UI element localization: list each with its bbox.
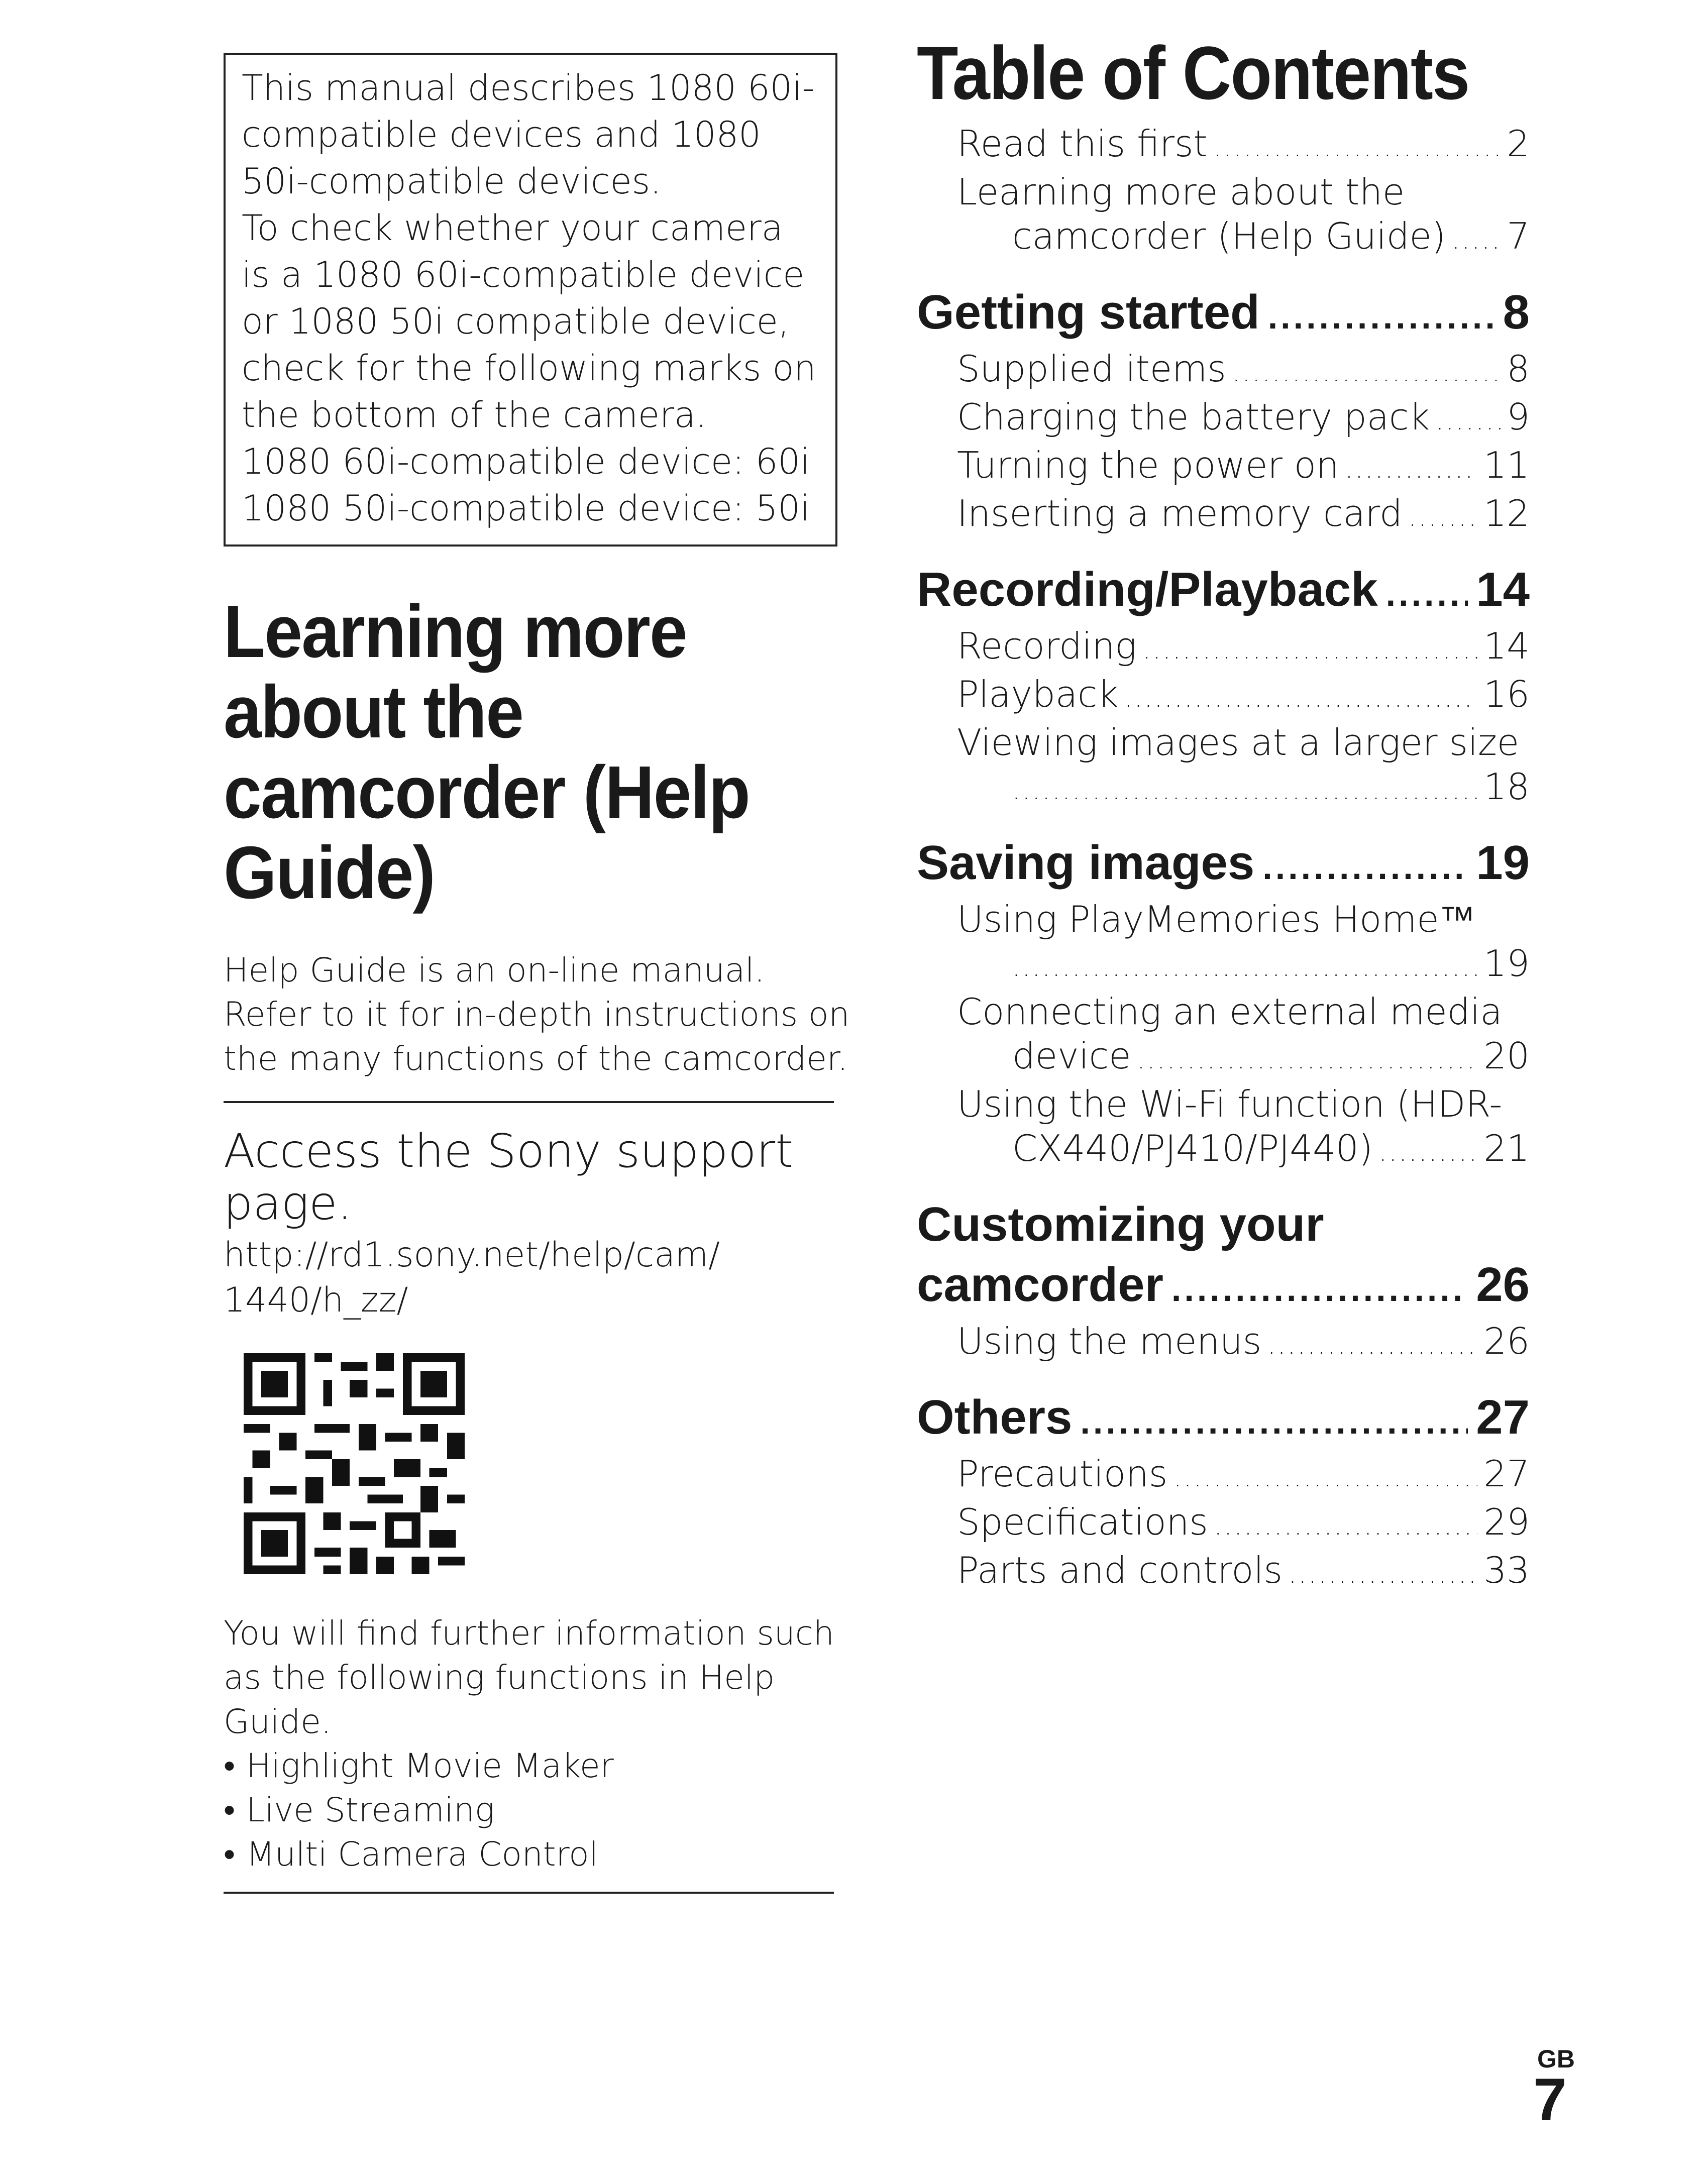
toc-entry-title: Read this first: [957, 123, 1208, 165]
section-page: 8: [1503, 285, 1530, 339]
toc-entry-read-first[interactable]: [957, 122, 1530, 170]
region-code: GB: [1537, 2045, 1575, 2073]
notice-line: To check whether your camera: [242, 207, 783, 249]
toc-entry-title: camcorder (Help Guide): [1012, 215, 1446, 257]
toc-entry-title: CX440/PJ410/PJ440): [1012, 1127, 1373, 1169]
left-column: [224, 53, 850, 1894]
toc-entry-page: 29: [1483, 1501, 1530, 1543]
toc-entry-page: 11: [1483, 444, 1530, 486]
body-line: You will find further information such: [224, 1614, 834, 1653]
section-title: Getting started: [917, 285, 1260, 339]
toc-section-recording-playback[interactable]: [917, 560, 1530, 624]
toc-entry-larger-size[interactable]: Viewing images at a larger size: [957, 721, 1520, 764]
toc-entry-wifi-cont[interactable]: [1012, 1126, 1530, 1174]
notice-line: or 1080 50i compatible device,: [242, 301, 790, 342]
body-line: Help Guide is an on-line manual.: [224, 951, 765, 990]
heading-line: Access the Sony support: [224, 1124, 794, 1178]
toc-entry-page: 18: [1483, 766, 1530, 808]
toc-entry-title: Playback: [957, 673, 1119, 715]
toc-section-others[interactable]: [917, 1387, 1530, 1452]
notice-line: the bottom of the camera.: [242, 394, 707, 435]
toc-entry-title: Inserting a memory card: [957, 492, 1403, 534]
notice-line: 1080 50i-compatible device: 50i: [242, 488, 810, 529]
heading-line: camcorder (Help: [224, 751, 750, 834]
toc-entry-title: Charging the battery pack: [957, 396, 1430, 438]
toc-entry-page: 27: [1483, 1453, 1530, 1495]
toc-entry[interactable]: [957, 1319, 1530, 1367]
toc-entry[interactable]: [957, 1548, 1530, 1596]
url-line[interactable]: http://rd1.sony.net/help/cam/: [224, 1235, 720, 1275]
toc-entry-title: device: [1012, 1035, 1131, 1077]
toc-entry[interactable]: [957, 624, 1530, 672]
toc-entry-page: 8: [1507, 348, 1530, 390]
body-line: Refer to it for in-depth instructions on: [224, 995, 850, 1034]
toc-entry-page: 20: [1483, 1035, 1530, 1077]
toc-entry-title: Specifications: [957, 1501, 1208, 1543]
section-page: 19: [1476, 836, 1530, 890]
toc-entry-page: 12: [1483, 492, 1530, 534]
help-guide-description: [224, 948, 850, 1081]
toc-section-customizing[interactable]: Customizing your: [917, 1197, 1324, 1251]
body-line: the many functions of the camcorder.: [224, 1039, 848, 1078]
toc-entry-external-media-cont[interactable]: [1012, 1034, 1530, 1082]
toc-entry-title: Supplied items: [957, 348, 1226, 390]
notice-line: check for the following marks on: [242, 348, 816, 389]
section-page: 26: [1476, 1258, 1530, 1312]
list-item: • Highlight Movie Maker: [224, 1744, 836, 1788]
toc-entry[interactable]: [957, 347, 1530, 395]
body-line: as the following functions in Help: [224, 1658, 775, 1697]
toc-entry-title: Using the menus: [957, 1320, 1262, 1362]
toc-entry-wifi[interactable]: Using the Wi-Fi function (HDR-: [957, 1083, 1503, 1125]
toc-entry-page: 16: [1483, 673, 1530, 715]
toc-entry-page: 7: [1507, 215, 1530, 257]
section-page: 27: [1476, 1390, 1530, 1444]
toc-entry[interactable]: [957, 491, 1530, 539]
function-list: [224, 1744, 836, 1877]
heading-line: Guide): [224, 831, 435, 914]
toc-section-getting-started[interactable]: [917, 282, 1530, 347]
qr-code-icon[interactable]: [244, 1353, 465, 1574]
toc-entry-title: Recording: [957, 625, 1137, 667]
notice-line: compatible devices and 1080: [242, 114, 761, 155]
toc-entry-page: 2: [1507, 123, 1530, 165]
toc-entry[interactable]: [957, 443, 1530, 491]
notice-line: 50i-compatible devices.: [242, 161, 662, 202]
learning-more-heading: [224, 592, 787, 913]
divider: [224, 1101, 834, 1103]
toc-entry-title: Precautions: [957, 1453, 1168, 1495]
toc-entry-page: 14: [1483, 625, 1530, 667]
toc-entry[interactable]: [957, 672, 1530, 720]
further-information: [224, 1611, 836, 1744]
page-number: 7: [1533, 2066, 1567, 2133]
table-of-contents: [917, 30, 1530, 1596]
section-page: 14: [1476, 563, 1530, 616]
toc-entry-title: Turning the power on: [957, 444, 1339, 486]
toc-entry-page: 26: [1483, 1320, 1530, 1362]
toc-entry-learning-more-cont[interactable]: [1012, 214, 1530, 262]
toc-entry-page: 19: [1483, 942, 1530, 985]
section-title: Saving images: [917, 836, 1255, 890]
toc-entry-page: 9: [1507, 396, 1530, 438]
toc-entry-larger-size-cont[interactable]: [1012, 765, 1530, 813]
url-line[interactable]: 1440/h_zz/: [224, 1280, 408, 1320]
notice-line: 1080 60i-compatible device: 60i: [242, 441, 810, 482]
toc-entry-page: 21: [1483, 1127, 1530, 1169]
toc-entry-learning-more[interactable]: Learning more about the: [957, 171, 1405, 213]
section-title: camcorder: [917, 1258, 1163, 1312]
toc-entry-playmemories-cont[interactable]: [1012, 941, 1530, 990]
heading-line: Learning more: [224, 590, 687, 673]
toc-section-customizing-cont[interactable]: [917, 1255, 1530, 1319]
toc-entry-external-media[interactable]: Connecting an external media: [957, 991, 1503, 1033]
toc-entry-title: Parts and controls: [957, 1549, 1283, 1591]
divider: [224, 1892, 834, 1894]
notice-line: This manual describes 1080 60i-: [242, 67, 815, 108]
notice-box: [224, 53, 837, 547]
notice-line: is a 1080 60i-compatible device: [242, 254, 805, 295]
body-line: Guide.: [224, 1702, 332, 1741]
access-support-heading: [224, 1125, 836, 1230]
toc-entry[interactable]: [957, 1452, 1530, 1500]
toc-entry[interactable]: [957, 1500, 1530, 1548]
section-title: Others: [917, 1390, 1073, 1444]
list-item: • Multi Camera Control: [224, 1832, 836, 1877]
heading-line: about the: [224, 671, 523, 753]
toc-section-saving-images[interactable]: [917, 833, 1530, 897]
list-item: • Live Streaming: [224, 1788, 836, 1832]
toc-entry-page: 33: [1483, 1549, 1530, 1591]
heading-line: page.: [224, 1176, 352, 1230]
toc-entry[interactable]: [957, 395, 1530, 443]
section-title: Recording/Playback: [917, 563, 1378, 616]
toc-entry-playmemories[interactable]: Using PlayMemories Home™: [957, 898, 1475, 940]
toc-title: Table of Contents: [917, 31, 1469, 115]
support-url[interactable]: [224, 1233, 836, 1323]
